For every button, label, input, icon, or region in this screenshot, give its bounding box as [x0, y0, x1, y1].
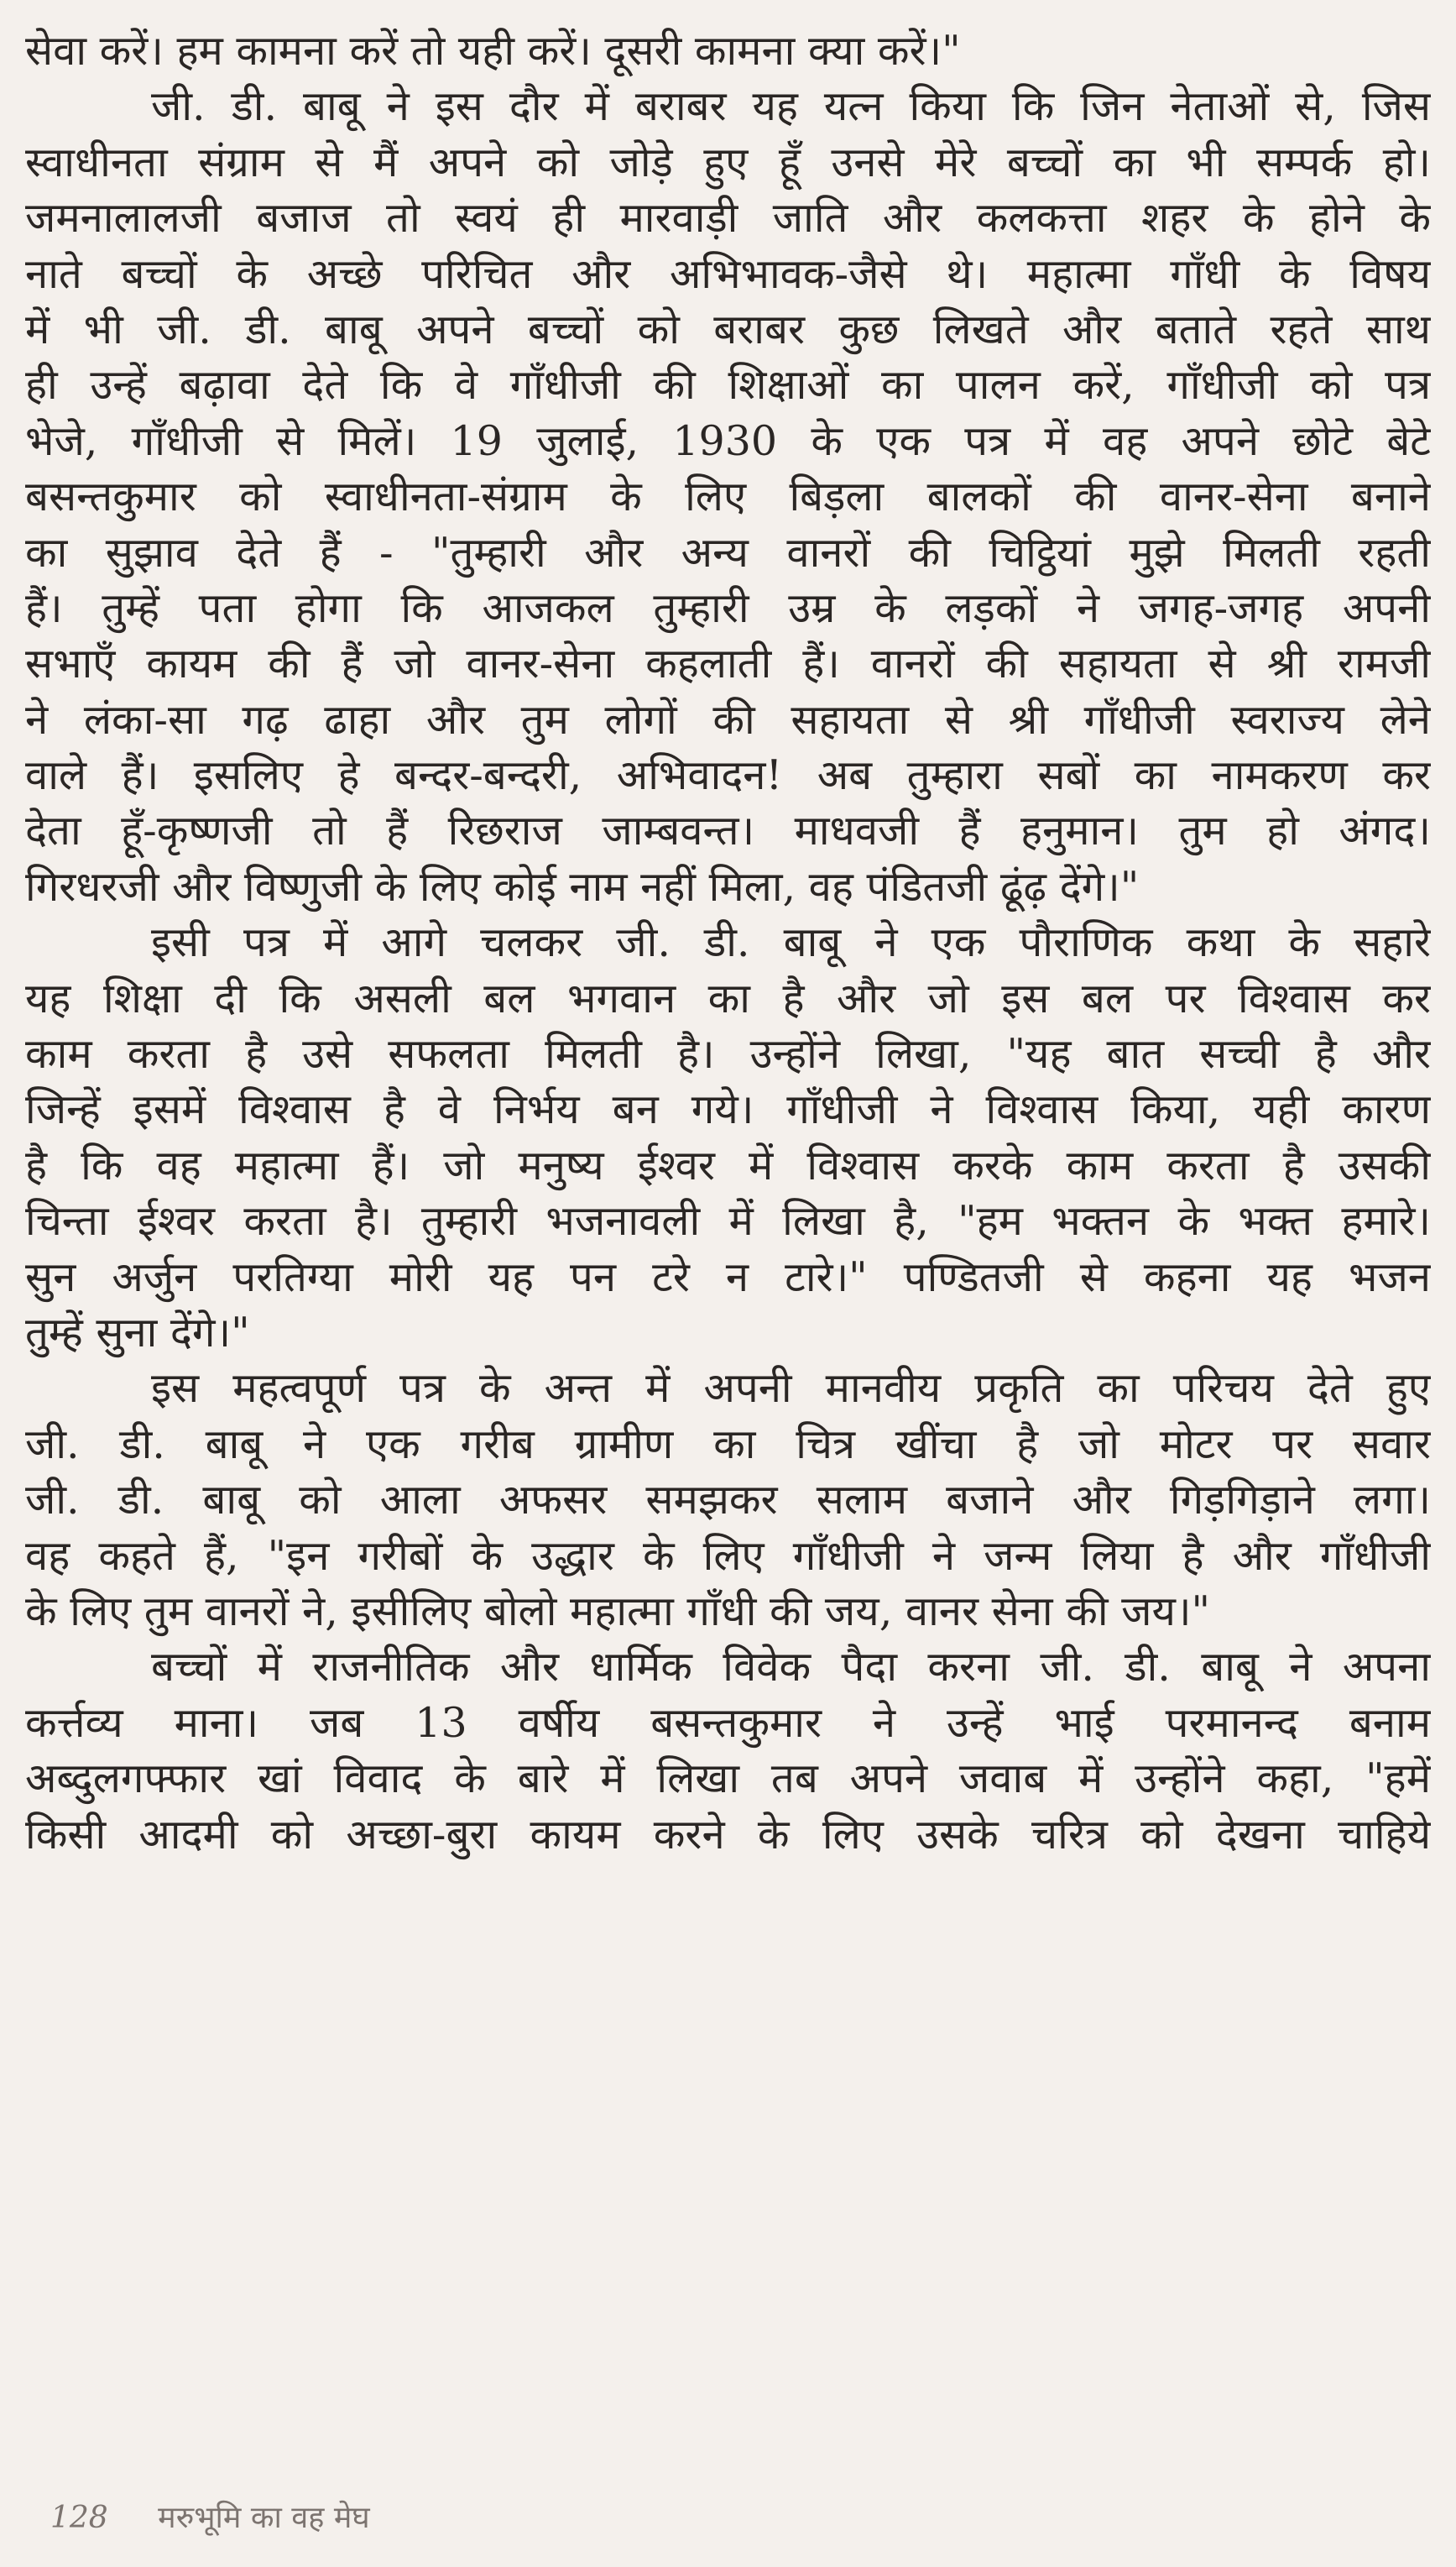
- text-line: स्वाधीनता संग्राम से मैं अपने को जोड़े हुए हूँ उनसे मेरे बच्चों का भी सम्पर्क हो।: [25, 138, 1431, 186]
- running-title: मरुभूमि का वह मेघ: [158, 2501, 370, 2535]
- text-line: कर्त्तव्य माना। जब 13 वर्षीय बसन्तकुमार ने उन्हें भाई परमानन्द बनाम: [25, 1698, 1431, 1747]
- text-line: बसन्तकुमार को स्वाधीनता-संग्राम के लिए बिड़ला बालकों की वानर-सेना बनाने: [25, 473, 1431, 521]
- paragraph-first-line: इस महत्वपूर्ण पत्र के अन्त में अपनी मानवीय प्रकृति का परिचय देते हुए: [151, 1364, 1431, 1413]
- text-line: ने लंका-सा गढ़ ढाहा और तुम लोगों की सहायता से श्री गाँधीजी स्वराज्य लेने: [25, 695, 1431, 744]
- page-number: 128: [50, 2501, 108, 2535]
- text-line: भेजे, गाँधीजी से मिलें। 19 जुलाई, 1930 के एक पत्र में वह अपने छोटे बेटे: [25, 416, 1431, 465]
- page-footer: [50, 2497, 370, 2539]
- body-text: [25, 24, 1431, 1863]
- text-line: वाले हैं। इसलिए हे बन्दर-बन्दरी, अभिवादन! अब तुम्हारा सबों का नामकरण कर: [25, 751, 1431, 800]
- text-line: देता हूँ-कृष्णजी तो हैं रिछराज जाम्बवन्त। माधवजी हैं हनुमान। तुम हो अंगद।: [25, 807, 1431, 855]
- paragraph-first-line: जी. डी. बाबू ने इस दौर में बराबर यह यत्न किया कि जिन नेताओं से, जिस: [151, 82, 1431, 131]
- text-line: जी. डी. बाबू को आला अफसर समझकर सलाम बजाने और गिड़गिड़ाने लगा।: [25, 1476, 1431, 1524]
- text-line: गिरधरजी और विष्णुजी के लिए कोई नाम नहीं मिला, वह पंडितजी ढूंढ़ देंगे।": [25, 862, 1140, 911]
- text-line: जी. डी. बाबू ने एक गरीब ग्रामीण का चित्र खींचा है जो मोटर पर सवार: [25, 1419, 1431, 1468]
- text-line: चिन्ता ईश्वर करता है। तुम्हारी भजनावली में लिखा है, "हम भक्तन के भक्त हमारे।: [25, 1197, 1431, 1246]
- text-line: तुम्हें सुना देंगे।": [25, 1308, 250, 1357]
- text-line: में भी जी. डी. बाबू अपने बच्चों को बराबर कुछ लिखते और बताते रहते साथ: [25, 305, 1431, 353]
- text-line: हैं। तुम्हें पता होगा कि आजकल तुम्हारी उम्र के लड़कों ने जगह-जगह अपनी: [25, 583, 1431, 632]
- text-line: वह कहते हैं, "इन गरीबों के उद्धार के लिए गाँधीजी ने जन्म लिया है और गाँधीजी: [25, 1531, 1431, 1580]
- text-line: के लिए तुम वानरों ने, इसीलिए बोलो महात्मा गाँधी की जय, वानर सेना की जय।": [25, 1587, 1210, 1635]
- paragraph-first-line: इसी पत्र में आगे चलकर जी. डी. बाबू ने एक पौराणिक कथा के सहारे: [151, 918, 1431, 967]
- text-line: काम करता है उसे सफलता मिलती है। उन्होंने लिखा, "यह बात सच्ची है और: [25, 1030, 1431, 1079]
- text-line: किसी आदमी को अच्छा-बुरा कायम करने के लिए उसके चरित्र को देखना चाहिये: [25, 1810, 1431, 1859]
- text-line: का सुझाव देते हैं - "तुम्हारी और अन्य वानरों की चिट्ठियां मुझे मिलती रहती: [25, 528, 1431, 577]
- text-line: ही उन्हें बढ़ावा देते कि वे गाँधीजी की शिक्षाओं का पालन करें, गाँधीजी को पत्र: [25, 361, 1431, 410]
- text-line: नाते बच्चों के अच्छे परिचित और अभिभावक-जैसे थे। महात्मा गाँधी के विषय: [25, 249, 1431, 298]
- text-line: जमनालालजी बजाज तो स्वयं ही मारवाड़ी जाति और कलकत्ता शहर के होने के: [25, 194, 1431, 243]
- text-line: यह शिक्षा दी कि असली बल भगवान का है और जो इस बल पर विश्वास कर: [25, 974, 1431, 1022]
- paragraph-first-line: बच्चों में राजनीतिक और धार्मिक विवेक पैदा करना जी. डी. बाबू ने अपना: [151, 1643, 1431, 1691]
- text-line: जिन्हें इसमें विश्वास है वे निर्भय बन गये। गाँधीजी ने विश्वास किया, यही कारण: [25, 1085, 1431, 1134]
- text-line: सेवा करें। हम कामना करें तो यही करें। दूसरी कामना क्या करें।": [25, 27, 961, 75]
- text-line: अब्दुलगफ्फार खां विवाद के बारे में लिखा तब अपने जवाब में उन्होंने कहा, "हमें: [25, 1754, 1431, 1803]
- text-line: सुन अर्जुन परतिग्या मोरी यह पन टरे न टारे।" पण्डितजी से कहना यह भजन: [25, 1252, 1431, 1301]
- text-line: है कि वह महात्मा हैं। जो मनुष्य ईश्वर में विश्वास करके काम करता है उसकी: [25, 1141, 1431, 1189]
- text-line: सभाएँ कायम की हैं जो वानर-सेना कहलाती हैं। वानरों की सहायता से श्री रामजी: [25, 640, 1431, 688]
